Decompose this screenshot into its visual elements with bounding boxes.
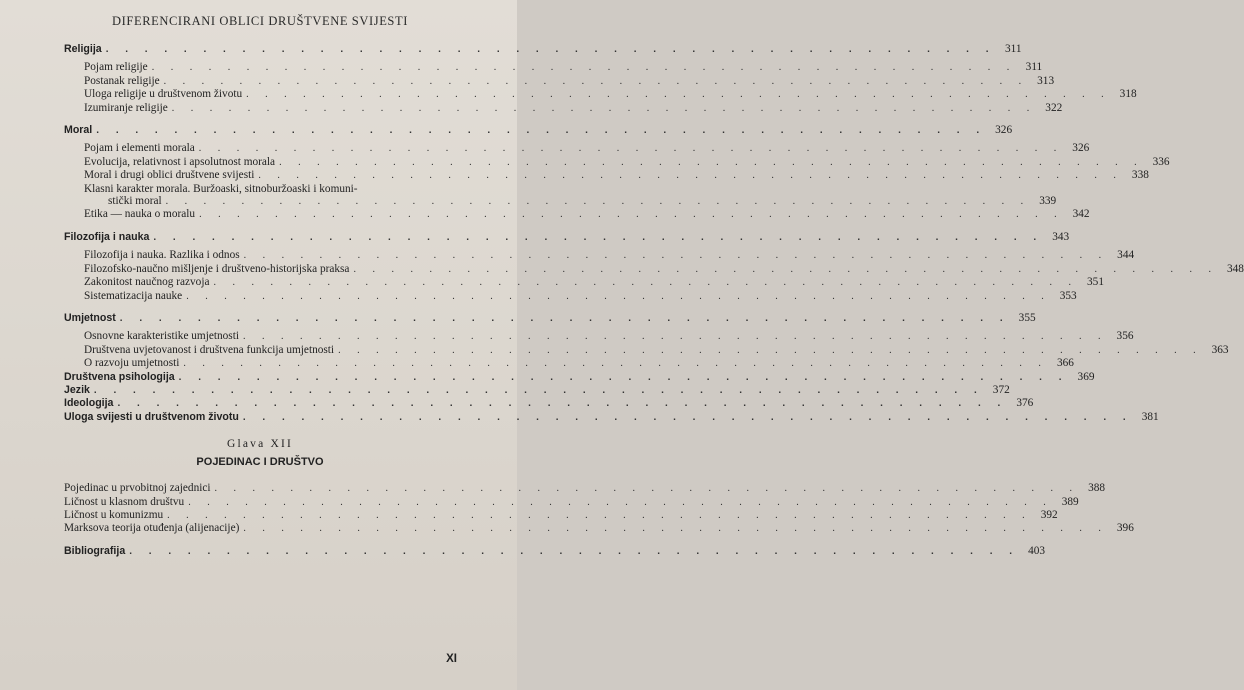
dot-leader: . . . . . . . . . . . . . . . . . . . . . . . . . . . . . . . . . . . . . . . . . . . . . .: [186, 290, 1051, 302]
entry-label: Pojam religije: [84, 61, 148, 74]
entry-label: stički moral: [108, 195, 162, 208]
entry-page-number: 355: [1018, 311, 1036, 324]
entry-label: Marksova teorija otuđenja (alijenacije): [64, 522, 240, 535]
entry-label: Moral: [64, 124, 93, 137]
entry-label: Filozofija i nauka: [64, 230, 150, 243]
entry-page-number: 389: [1061, 495, 1079, 508]
entry-label: Religija: [64, 43, 102, 55]
entry-page-number: 326: [1072, 142, 1090, 155]
entry-label: Ličnost u klasnom društvu: [64, 495, 185, 508]
entry-label: Društvena psihologija: [64, 370, 175, 383]
toc-subsection-entry[interactable]: [64, 343, 1229, 357]
toc-chapter-entry[interactable]: [64, 482, 1106, 495]
dot-leader: . . . . . . . . . . . . . . . . . . . . . . . . . . . . . . . . . . . . . . . . . . . . . .: [178, 371, 1069, 383]
entry-page-number: 381: [1141, 410, 1159, 423]
entry-label: Jezik: [64, 383, 90, 396]
toc-section-entry[interactable]: [64, 124, 1013, 137]
dot-leader: . . . . . . . . . . . . . . . . . . . . . . . . . . . . . . . . . . . . . . . . . . . . . .: [129, 545, 1020, 557]
entry-page-number: 339: [1039, 195, 1057, 208]
bibliography-entry[interactable]: [64, 544, 1046, 558]
dot-leader: . . . . . . . . . . . . . . . . . . . . . . . . . . . . . . . . . . . . . . . . . . . . . .: [353, 263, 1218, 275]
dot-leader: . . . . . . . . . . . . . . . . . . . . . . . . . . . . . . . . . . . . . . . . . . . . . .: [199, 209, 1064, 221]
entry-label: Društvena uvjetovanost i društvena funkcija umjetnosti: [84, 343, 335, 356]
toc-chapter-entry[interactable]: [64, 522, 1134, 535]
entry-label: Pojedinac u prvobitnoj zajednici: [64, 482, 211, 495]
dot-leader: . . . . . . . . . . . . . . . . . . . . . . . . . . . . . . . . . . . . . . . . . . . . . .: [258, 170, 1123, 182]
chapter-title: POJEDINAC I DRUŠTVO: [196, 456, 324, 469]
toc-section-entry[interactable]: [64, 410, 1159, 424]
entry-label: Evolucija, relativnost i apsolutnost morala: [84, 155, 276, 168]
toc-subsection-entry[interactable]: [64, 74, 1055, 88]
toc-subsection-entry[interactable]: [64, 88, 1137, 101]
dot-leader: . . . . . . . . . . . . . . . . . . . . . . . . . . . . . . . . . . . . . . . . . . . . . .: [119, 312, 1010, 324]
chapter-entries: [64, 482, 1134, 536]
dot-leader: . . . . . . . . . . . . . . . . . . . . . . . . . . . . . . . . . . . . . . . . . . . . . .: [105, 44, 996, 55]
dot-leader: . . . . . . . . . . . . . . . . . . . . . . . . . . . . . . . . . . . . . . . . . . . . . .: [243, 331, 1108, 343]
toc-subsection-entry[interactable]: [64, 357, 1074, 370]
entry-page-number: 372: [992, 383, 1010, 396]
dot-leader: . . . . . . . . . . . . . . . . . . . . . . . . . . . . . . . . . . . . . . . . . . . . . .: [214, 483, 1080, 495]
entry-label: Etika — nauka o moralu: [84, 208, 196, 221]
entry-page-number: 353: [1059, 289, 1077, 302]
toc-section-entry[interactable]: [64, 43, 1022, 56]
entry-page-number: 396: [1116, 522, 1134, 535]
entry-page-number: 376: [1016, 397, 1034, 410]
toc-section-entry[interactable]: [64, 230, 1070, 244]
dot-leader: . . . . . . . . . . . . . . . . . . . . . . . . . . . . . . . . . . . . . . . . . . . . . .: [246, 89, 1111, 101]
entry-label: Sistematizacija nauke: [84, 289, 183, 302]
toc-subsection-entry[interactable]: [64, 276, 1104, 289]
entry-page-number: 342: [1072, 208, 1090, 221]
toc-chapter-entry[interactable]: [64, 508, 1058, 522]
entry-page-number: 311: [1004, 43, 1022, 55]
page-number: XI: [446, 653, 457, 665]
dot-leader: . . . . . . . . . . . . . . . . . . . . . . . . . . . . . . . . . . . . . . . . . . . . . .: [243, 523, 1108, 535]
dot-leader: . . . . . . . . . . . . . . . . . . . . . . . . . . . . . . . . . . . . . . . . . . . . . .: [338, 344, 1203, 356]
toc-subsection-entry[interactable]: [64, 208, 1090, 221]
entry-label: Zakonitost naučnog razvoja: [84, 276, 210, 289]
entry-page-number: 363: [1211, 343, 1229, 356]
toc-subsection-entry[interactable]: [64, 101, 1063, 115]
entry-page-number: 326: [995, 124, 1013, 137]
dot-leader: . . . . . . . . . . . . . . . . . . . . . . . . . . . . . . . . . . . . . . . . . . . . . .: [151, 62, 1017, 74]
entry-label: Klasni karakter morala. Buržoaski, sitnoburžoaski i komuni-: [84, 182, 358, 195]
dot-leader: . . . . . . . . . . . . . . . . . . . . . . . . . . . . . . . . . . . . . . . . . . . . . .: [188, 496, 1053, 508]
entry-label: Osnovne karakteristike umjetnosti: [84, 330, 239, 343]
dot-leader: . . . . . . . . . . . . . . . . . . . . . . . . . . . . . . . . . . . . . . . . . . . . . .: [153, 231, 1044, 243]
entry-label: Filozofija i nauka. Razlika i odnos: [84, 249, 240, 262]
entry-page-number: 356: [1116, 330, 1134, 343]
dot-leader: . . . . . . . . . . . . . . . . . . . . . . . . . . . . . . . . . . . . . . . . . . . . . .: [198, 143, 1064, 155]
entry-label: O razvoju umjetnosti: [84, 357, 180, 370]
entry-page-number: 313: [1037, 74, 1055, 87]
dot-leader: . . . . . . . . . . . . . . . . . . . . . . . . . . . . . . . . . . . . . . . . . . . . . .: [93, 384, 984, 396]
toc-section-entry[interactable]: [64, 383, 1010, 397]
entry-label: Filozofsko-naučno mišljenje i društveno-historijska praksa: [84, 262, 350, 275]
toc-subsection-entry[interactable]: [64, 330, 1134, 343]
entry-page-number: 311: [1025, 61, 1043, 74]
entry-label: Moral i drugi oblici društvene svijesti: [84, 169, 255, 182]
toc-subsection-entry[interactable]: [64, 155, 1170, 169]
entry-label: Bibliografija: [64, 544, 126, 557]
dot-leader: . . . . . . . . . . . . . . . . . . . . . . . . . . . . . . . . . . . . . . . . . . . . . .: [279, 156, 1144, 168]
chapter-label: Glava XII: [226, 438, 294, 451]
dot-leader: . . . . . . . . . . . . . . . . . . . . . . . . . . . . . . . . . . . . . . . . . . . . . .: [167, 509, 1032, 521]
toc-subsection-entry[interactable]: [64, 61, 1043, 74]
entry-page-number: 351: [1087, 276, 1104, 289]
entry-label: Ideologija: [64, 397, 114, 410]
dot-leader: . . . . . . . . . . . . . . . . . . . . . . . . . . . . . . . . . . . . . . . . . . . . . .: [163, 75, 1029, 87]
entry-page-number: 403: [1028, 544, 1046, 557]
entry-page-number: 338: [1131, 169, 1149, 182]
entry-page-number: 366: [1056, 357, 1074, 370]
toc-section-entry[interactable]: [64, 397, 1034, 410]
toc-chapter-entry[interactable]: [64, 495, 1079, 509]
bibliography-entry-wrap: [64, 544, 1046, 558]
entry-page-number: 344: [1117, 249, 1135, 262]
entry-page-number: 318: [1119, 88, 1137, 101]
toc-body: [64, 43, 1244, 424]
dot-leader: . . . . . . . . . . . . . . . . . . . . . . . . . . . . . . . . . . . . . . . . . . . . . .: [96, 125, 987, 137]
toc-subsection-entry[interactable]: [64, 289, 1077, 303]
entry-page-number: 343: [1052, 230, 1070, 243]
toc-section-entry[interactable]: [64, 311, 1036, 325]
toc-section-entry[interactable]: [64, 370, 1095, 384]
dot-leader: . . . . . . . . . . . . . . . . . . . . . . . . . . . . . . . . . . . . . . . . . . . . . .: [117, 398, 1008, 410]
toc-subsection-entry[interactable]: [64, 249, 1135, 262]
entry-label: Umjetnost: [64, 311, 116, 324]
entry-label: Uloga svijesti u društvenom životu: [64, 410, 239, 423]
dot-leader: . . . . . . . . . . . . . . . . . . . . . . . . . . . . . . . . . . . . . . . . . . . . . .: [243, 250, 1109, 262]
dot-leader: . . . . . . . . . . . . . . . . . . . . . . . . . . . . . . . . . . . . . . . . . . . . . .: [183, 358, 1048, 370]
entry-label: Postanak religije: [84, 74, 160, 87]
entry-page-number: 388: [1088, 482, 1106, 495]
entry-label: Izumiranje religije: [84, 101, 168, 114]
entry-page-number: 336: [1152, 155, 1170, 168]
entry-label: Pojam i elementi morala: [84, 142, 195, 155]
entry-page-number: 369: [1077, 370, 1095, 383]
toc-subsection-entry[interactable]: [64, 195, 1057, 208]
toc-subsection-entry[interactable]: [64, 183, 456, 195]
dot-leader: . . . . . . . . . . . . . . . . . . . . . . . . . . . . . . . . . . . . . . . . . . . . . .: [213, 277, 1078, 289]
entry-label: Ličnost u komunizmu: [64, 508, 164, 521]
table-of-contents: [64, 14, 1244, 558]
dot-leader: . . . . . . . . . . . . . . . . . . . . . . . . . . . . . . . . . . . . . . . . . . . . . .: [242, 411, 1133, 423]
entry-page-number: 322: [1045, 101, 1063, 114]
entry-page-number: 392: [1040, 508, 1058, 521]
section-header: DIFERENCIRANI OBLICI DRUŠTVENE SVIJESTI: [112, 14, 408, 28]
toc-subsection-entry[interactable]: [64, 142, 1090, 155]
dot-leader: . . . . . . . . . . . . . . . . . . . . . . . . . . . . . . . . . . . . . . . . . . . . . .: [171, 102, 1037, 114]
toc-subsection-entry[interactable]: [64, 169, 1149, 182]
toc-subsection-entry[interactable]: [64, 262, 1244, 276]
entry-page-number: 348: [1226, 262, 1244, 275]
entry-label: Uloga religije u društvenom životu: [84, 88, 243, 101]
dot-leader: . . . . . . . . . . . . . . . . . . . . . . . . . . . . . . . . . . . . . . . . . . . . . .: [165, 196, 1031, 208]
